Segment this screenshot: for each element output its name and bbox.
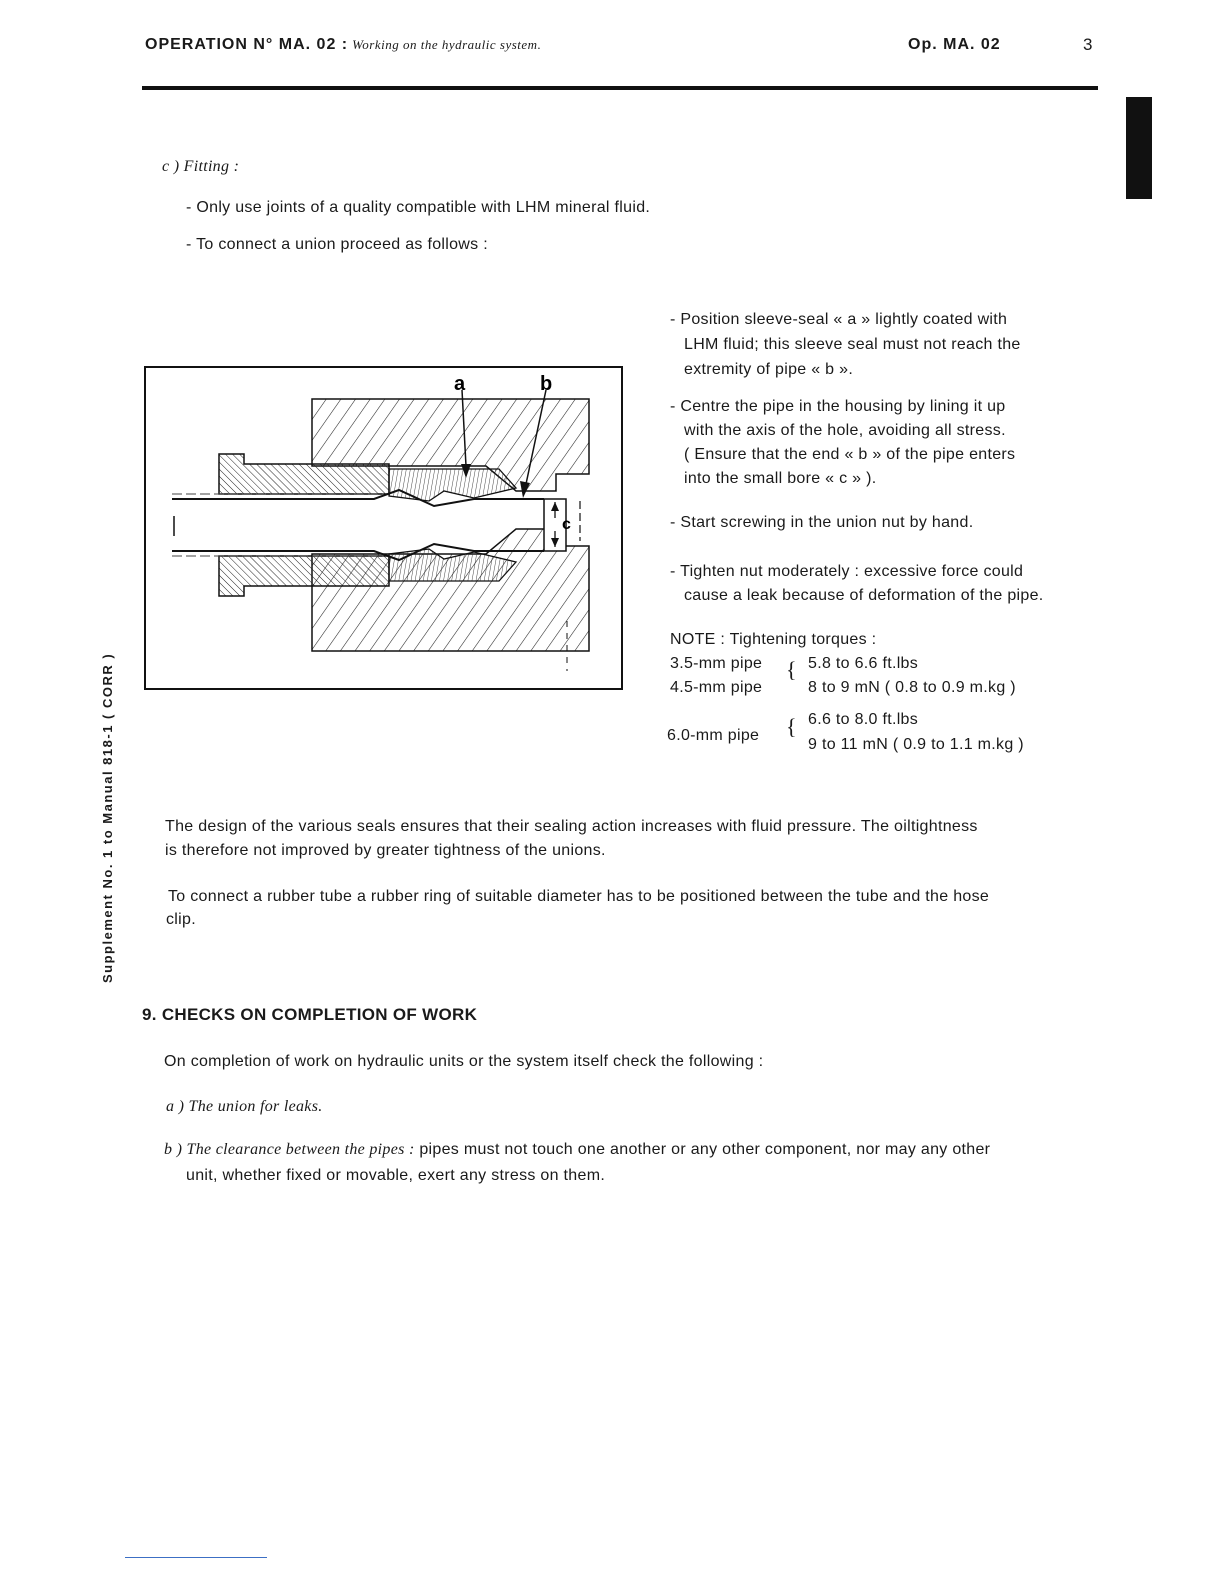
side-tab-marker xyxy=(1126,97,1152,199)
brace-1: { xyxy=(786,657,797,682)
note-pipe-1: 3.5-mm pipe xyxy=(670,655,763,672)
step-1: - Position sleeve-seal « a » lightly coated with LHM fluid; this sleeve seal must not reach the extremity of pipe « b ». xyxy=(670,311,1021,378)
step-4: - Tighten nut moderately : excessive force could cause a leak because of deformation of the pipe. xyxy=(670,563,1044,604)
label-b: b xyxy=(540,373,553,395)
step-2: - Centre the pipe in the housing by lining it up with the axis of the hole, avoiding all stress. ( Ensure that the end « b » of the pipe enters into the small bore « c » ). xyxy=(670,398,1016,487)
fitting-heading: c ) Fitting : xyxy=(162,158,240,175)
note-pipe-2: 4.5-mm pipe xyxy=(670,679,763,696)
note-value-1: 5.8 to 6.6 ft.lbs xyxy=(808,655,919,672)
note-value-2: 8 to 9 mN ( 0.8 to 0.9 m.kg ) xyxy=(808,679,1016,696)
header-op-code: Op. MA. 02 xyxy=(908,36,1001,53)
header-operation: OPERATION N° MA. 02 : Working on the hydraulic system. xyxy=(145,36,542,53)
rubber-paragraph-line1: To connect a rubber tube a rubber ring of suitable diameter has to be positioned between the tube and the hose xyxy=(168,888,990,905)
fitting-item-2: - To connect a union proceed as follows : xyxy=(186,236,488,253)
check-item-b: b ) The clearance between the pipes : pipes must not touch one another or any other component, nor may any other xyxy=(164,1141,991,1158)
design-paragraph-line1: The design of the various seals ensures that their sealing action increases with fluid pressure. The oiltightness xyxy=(165,818,978,835)
sleeve-seal-upper xyxy=(389,469,516,501)
checks-intro: On completion of work on hydraulic units or the system itself check the following : xyxy=(164,1053,764,1070)
fitting-item-1: - Only use joints of a quality compatible with LHM mineral fluid. xyxy=(186,199,651,216)
label-c: c xyxy=(562,516,571,533)
note-title: NOTE : Tightening torques : xyxy=(670,631,877,648)
bottom-line xyxy=(125,1557,267,1558)
design-paragraph-line2: is therefore not improved by greater tightness of the unions. xyxy=(165,842,606,859)
note-value-4: 9 to 11 mN ( 0.9 to 1.1 m.kg ) xyxy=(808,736,1024,753)
side-supplement-text: Supplement No. 1 to Manual 818-1 ( CORR ) xyxy=(100,652,115,983)
note-value-3: 6.6 to 8.0 ft.lbs xyxy=(808,711,919,728)
page-number: 3 xyxy=(1083,35,1093,54)
label-a: a xyxy=(454,373,466,395)
header-subtitle: Working on the hydraulic system. xyxy=(352,37,542,52)
header-rule xyxy=(142,86,1098,90)
check-item-a: a ) The union for leaks. xyxy=(166,1098,323,1115)
check-item-b-line2: unit, whether fixed or movable, exert any stress on them. xyxy=(186,1167,606,1184)
union-diagram xyxy=(144,366,624,691)
brace-2: { xyxy=(786,714,797,739)
rubber-paragraph-line2: clip. xyxy=(166,911,196,928)
step-3: - Start screwing in the union nut by hand. xyxy=(670,514,974,531)
checks-heading: 9. CHECKS ON COMPLETION OF WORK xyxy=(142,1005,478,1024)
note-pipe-3: 6.0-mm pipe xyxy=(667,727,760,744)
